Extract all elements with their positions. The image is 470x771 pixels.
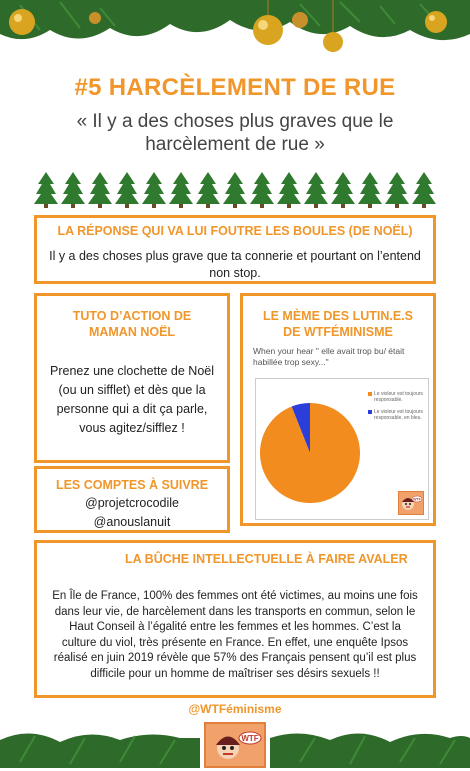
- pie-chart: [258, 395, 378, 515]
- christmas-tree-icon: [115, 172, 139, 208]
- account-handle[interactable]: @projetcrocodile: [85, 496, 179, 510]
- buche-heading: LA BÛCHE INTELLECTUELLE À FAIRE AVALER: [125, 552, 408, 566]
- logo-text: WTF: [241, 734, 259, 743]
- meme-caption: When your hear " elle avait trop bu/ était habillée trop sexy...": [253, 346, 405, 367]
- reponse-heading: LA RÉPONSE QUI VA LUI FOUTRE LES BOULES (DE NOËL): [57, 224, 413, 238]
- christmas-tree-icon: [277, 172, 301, 208]
- wtf-feminisme-logo: [204, 722, 266, 768]
- footer-handle[interactable]: @WTFéminisme: [188, 702, 282, 716]
- comptes-heading: LES COMPTES À SUIVRE: [55, 478, 209, 492]
- pie-slice-orange: [260, 403, 360, 503]
- buche-box: [34, 540, 436, 698]
- christmas-tree-icon: [223, 172, 247, 208]
- tuto-text: Prenez une clochette de Noël (ou un sifflet) et dès que la personne qui a dit ça parle, vous agitez/sifflez !: [50, 364, 214, 435]
- christmas-tree-icon: [34, 172, 58, 208]
- account-handle[interactable]: @anouslanuit: [93, 515, 171, 529]
- meme-heading: LE MÈME DES LUTIN.E.S DE WTFÉMINISME: [262, 309, 413, 339]
- legend-label: Le violeur est toujours responsable.: [374, 391, 423, 403]
- legend-item: [368, 409, 424, 421]
- buche-text: En Île de France, 100% des femmes ont été victimes, au moins une fois dans leur vie, de harcèlement dans les transports en commun, selon le Haut Conseil à l’égalité entre les femmes et les hommes. C’est la culture du viol, très présente en France. En effet, une enquête Ipsos réalisé en juin 2019 révèle que 57% des Français pensent qu’il est plus difficile pour un homme de maîtriser ses désirs sexuels !!: [52, 590, 418, 680]
- logo-text: WTF: [413, 497, 421, 502]
- christmas-tree-icon: [169, 172, 193, 208]
- reponse-box: [34, 215, 436, 284]
- legend-item: [368, 391, 424, 403]
- chart-legend: [368, 391, 424, 427]
- christmas-tree-icon: [331, 172, 355, 208]
- reponse-text: Il y a des choses plus grave que ta connerie et pourtant on l’entend non stop.: [49, 249, 421, 280]
- page-title: #5 HARCÈLEMENT DE RUE: [74, 74, 396, 101]
- christmas-tree-icon: [142, 172, 166, 208]
- christmas-tree-icon: [412, 172, 436, 208]
- page-subtitle: « Il y a des choses plus graves que le harcèlement de rue »: [76, 111, 394, 155]
- meme-box: [240, 293, 436, 526]
- legend-swatch-blue: [368, 410, 372, 414]
- christmas-tree-row: [34, 172, 436, 208]
- christmas-tree-icon: [385, 172, 409, 208]
- christmas-tree-icon: [358, 172, 382, 208]
- comptes-box: [34, 466, 230, 533]
- christmas-tree-icon: [61, 172, 85, 208]
- wtf-logo: [398, 491, 424, 515]
- top-garland-decoration: [0, 0, 470, 62]
- christmas-tree-icon: [88, 172, 112, 208]
- meme-chart-panel: [255, 378, 429, 520]
- legend-label: Le violeur est toujours responsable, en bleu.: [374, 409, 423, 421]
- legend-swatch-orange: [368, 392, 372, 396]
- christmas-tree-icon: [196, 172, 220, 208]
- tuto-box: [34, 293, 230, 463]
- tuto-heading: TUTO D’ACTION DE MAMAN NOËL: [72, 309, 192, 339]
- christmas-tree-icon: [304, 172, 328, 208]
- christmas-tree-icon: [250, 172, 274, 208]
